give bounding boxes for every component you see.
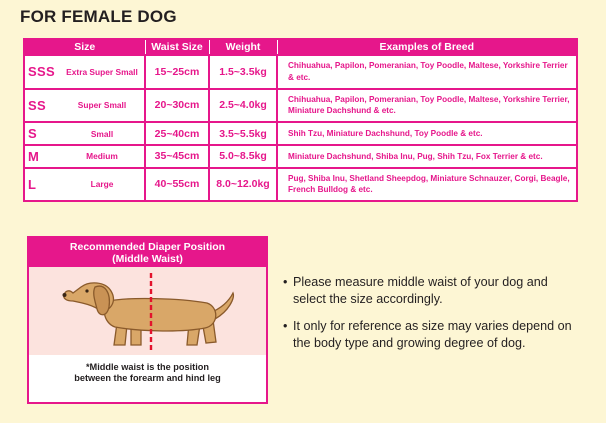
header-waist-size: Waist Size (145, 40, 209, 55)
size-code: S (28, 126, 37, 142)
page-title: FOR FEMALE DOG (20, 7, 177, 26)
header-examples-of-breed: Examples of Breed (277, 40, 576, 55)
dog-illustration-area (29, 267, 266, 355)
table-row (25, 168, 576, 200)
size-name: Super Small (77, 100, 127, 111)
dachshund-illustration (59, 271, 239, 353)
header-size: Size (25, 40, 145, 55)
weight: 5.0~8.5kg (209, 145, 277, 168)
table-row (25, 145, 576, 168)
weight: 3.5~5.5kg (209, 122, 277, 145)
waist-size: 20~30cm (145, 89, 209, 123)
header-weight: Weight (209, 40, 277, 55)
table-row (25, 55, 576, 89)
notes-list (283, 274, 583, 362)
weight: 8.0~12.0kg (209, 168, 277, 200)
breed-examples: Pug, Shiba Inu, Shetland Sheepdog, Miniature Schnauzer, Corgi, Beagle, French Bulldog & etc. (277, 168, 576, 200)
list-item (283, 274, 583, 307)
waist-size: 35~45cm (145, 145, 209, 168)
size-table (23, 38, 578, 202)
weight: 2.5~4.0kg (209, 89, 277, 123)
note-line2: between the forearm and hind leg (74, 373, 221, 383)
waist-size: 15~25cm (145, 55, 209, 89)
size-code: L (28, 176, 37, 192)
list-item (283, 318, 583, 351)
size-name: Extra Super Small (66, 66, 138, 77)
breed-examples: Chihuahua, Papilon, Pomeranian, Toy Poodle, Maltese, Yorkshire Terrier & etc. (277, 55, 576, 89)
breed-examples: Chihuahua, Papilon, Pomeranian, Toy Poodle, Maltese, Yorkshire Terrier, Miniature Dachshund & etc. (277, 89, 576, 123)
breed-examples: Miniature Dachshund, Shiba Inu, Pug, Shih Tzu, Fox Terrier & etc. (277, 145, 576, 168)
table-row (25, 89, 576, 123)
diaper-position-panel (27, 236, 268, 404)
waist-size: 40~55cm (145, 168, 209, 200)
note-line1: *Middle waist is the position (85, 362, 210, 372)
size-code: SSS (28, 64, 55, 80)
diaper-heading-line1: Recommended Diaper Position (69, 241, 226, 253)
middle-waist-note (29, 362, 266, 384)
table-header-row (25, 40, 576, 55)
note-text: It only for reference as size may varies depend on the body type and growing degree of dog. (293, 319, 572, 350)
size-code: SS (28, 97, 46, 113)
table-row (25, 122, 576, 145)
bullet-icon: • (283, 319, 288, 333)
breed-examples: Shih Tzu, Miniature Dachshund, Toy Poodle & etc. (277, 122, 576, 145)
size-code: M (28, 148, 40, 164)
note-text: Please measure middle waist of your dog and select the size accordingly. (293, 275, 548, 306)
waist-size: 25~40cm (145, 122, 209, 145)
diaper-position-heading (29, 238, 266, 267)
size-name: Small (90, 128, 114, 139)
size-name: Large (90, 179, 114, 190)
bullet-icon: • (283, 275, 288, 289)
size-name: Medium (86, 151, 118, 162)
weight: 1.5~3.5kg (209, 55, 277, 89)
diaper-heading-line2: (Middle Waist) (112, 253, 183, 265)
